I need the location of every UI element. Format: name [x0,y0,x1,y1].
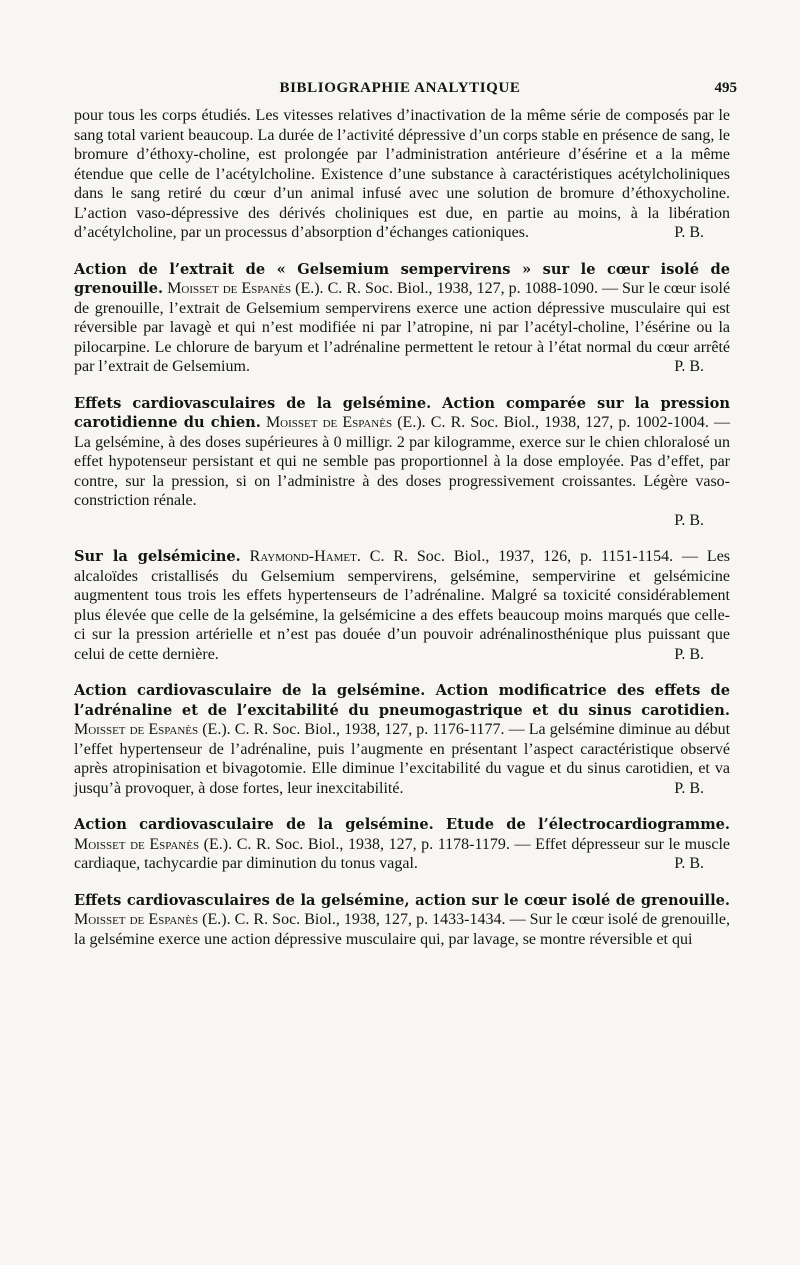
entry-signature: P. B. [674,855,704,872]
entry-author: Moisset de Espanès (E.). [167,280,324,297]
entry-text: — La gelsémine diminue au début l’effet hypertenseur de l’adrénaline, puis l’augmente en présentant l’aspect caractéristique observé après atropinisation et bivagotomie. Elle diminue l’excitabilité du vague et du sinus carotidien, et va jusqu’à provoquer, à dose fortes, leur inexcitabilité. [74,721,731,797]
entry-citation: C. R. Soc. Biol., 1938, 127, p. 1178-1179. [236,835,510,853]
bibliography-entry [74,547,730,664]
entry-text: — La gelsémine, à des doses supérieures à 0 milligr. 2 par kilogramme, exerce sur le chien chloralosé un effet hypotenseur persistant et qui ne semble pas proportionnel à la dose employée. Pas d’effet, par contre, sur la pression, si on l’administre à des doses progressivement croissantes. Légère vaso-constriction rénale. [74,414,731,509]
entry-text: — Les alcaloïdes cristallisés du Gelsemium sempervirens, gelsémine, sempervirine et gelsémicine augmentent tous trois les effets hypertenseurs de l’adrénaline. Malgré sa toxicité considérablement plus élevée que celle de la gelsémine, la gelsémicine a des effets beaucoup moins marqués que celle-ci sur la pression artérielle et n’est pas douée d’un pouvoir adrénalinosthénique plus puissant que celui de cette dernière. [74,548,731,663]
entry-citation: C. R. Soc. Biol., 1938, 127, p. 1002-1004. [430,414,709,431]
entry-signature: P. B. [674,645,704,663]
entry-citation: C. R. Soc. Biol., 1937, 126, p. 1151-1154. [369,548,674,565]
bibliography-entry [74,815,730,874]
page-number: 495 [714,80,737,96]
entry-title: Action de l’extrait de « Gelsemium sempervirens » sur le cœur isolé de grenouille. [74,260,730,297]
page-body [74,106,730,949]
bibliography-entry [74,394,730,531]
intro-signature: P. B. [674,224,704,241]
entry-citation: C. R. Soc. Biol., 1938, 127, p. 1433-1434. [234,911,506,928]
intro-paragraph [74,106,730,243]
bibliography-entry [74,681,730,798]
entry-text: — Effet dépresseur sur le muscle cardiaque, tachycardie par diminution du tonus vagal. [74,835,730,872]
running-title: BIBLIOGRAPHIE ANALYTIQUE [279,80,521,96]
entry-title: Effets cardiovasculaires de la gelsémine. Action comparée sur la pression carotidienne du chien. [74,394,730,431]
page-header [75,80,737,102]
entry-author: Raymond-Hamet. [249,548,361,565]
entry-author: Moisset de Espanès (E.). [74,911,231,928]
entry-title: Effets cardiovasculaires de la gelsémine, action sur le cœur isolé de grenouille. [74,891,730,909]
entry-text: — Sur le cœur isolé de grenouille, la gelsémine exerce une action dépressive musculaire qui, par lavage, se montre réversible et qui [74,911,731,948]
entry-author: Moisset de Espanès (E.). [265,414,426,431]
entry-title: Action cardiovasculaire de la gelsémine. Etude de l’électrocardiogramme. [74,816,730,833]
entry-text: — Sur le cœur isolé de grenouille, l’extrait de Gelsemium sempervirens exerce une action dépressive musculaire qui est réversible par lavagè et qui n’est modifiée ni par l’atropine, ni par l’acétyl-choline, l’ésérine ou la pilocarpine. Le chlorure de baryum et l’adrénaline permettent le retour à l’état normal du cœur arrêté par l’extrait de Gelsemium. [74,280,731,375]
entry-signature: P. B. [674,358,704,375]
entry-citation: C. R. Soc. Biol., 1938, 127, p. 1088-1090. [327,280,598,297]
entry-title: Action cardiovasculaire de la gelsémine. Action modificatrice des effets de l’adrénaline et de l’excitabilité du pneumogastrique et du sinus carotidien. [74,682,730,719]
entry-author: Moisset de Espanès (E.). [74,721,231,738]
intro-text: pour tous les corps étudiés. Les vitesses relatives d’inactivation de la même série de composés par le sang total varient beaucoup. La durée de l’activité dépressive d’un corps stable en présence de sang, le bromure d’éthoxy-choline, est prolongée par l’administration antérieure d’ésérine et a la même étendue que celle de l’acétylcholine. Existence d’une substance à caractéristiques acétylcholiniques dans le sang retiré du cœur d’un animal infusé avec une solution de bromure d’éthoxycholine. L’action vaso-dépressive des dérivés choliniques est due, en partie au moins, à la libération d’acétylcholine, par un processus d’absorption d’échanges cationiques. [74,107,730,241]
entry-signature: P. B. [674,779,704,797]
entry-title: Sur la gelsémicine. [74,548,241,565]
bibliography-entry [74,260,730,377]
entry-signature: P. B. [674,511,704,529]
bibliography-entry [74,891,730,950]
entry-citation: C. R. Soc. Biol., 1938, 127, p. 1176-1177. [234,721,505,738]
entry-author: Moisset de Espanès (E.). [74,835,233,853]
